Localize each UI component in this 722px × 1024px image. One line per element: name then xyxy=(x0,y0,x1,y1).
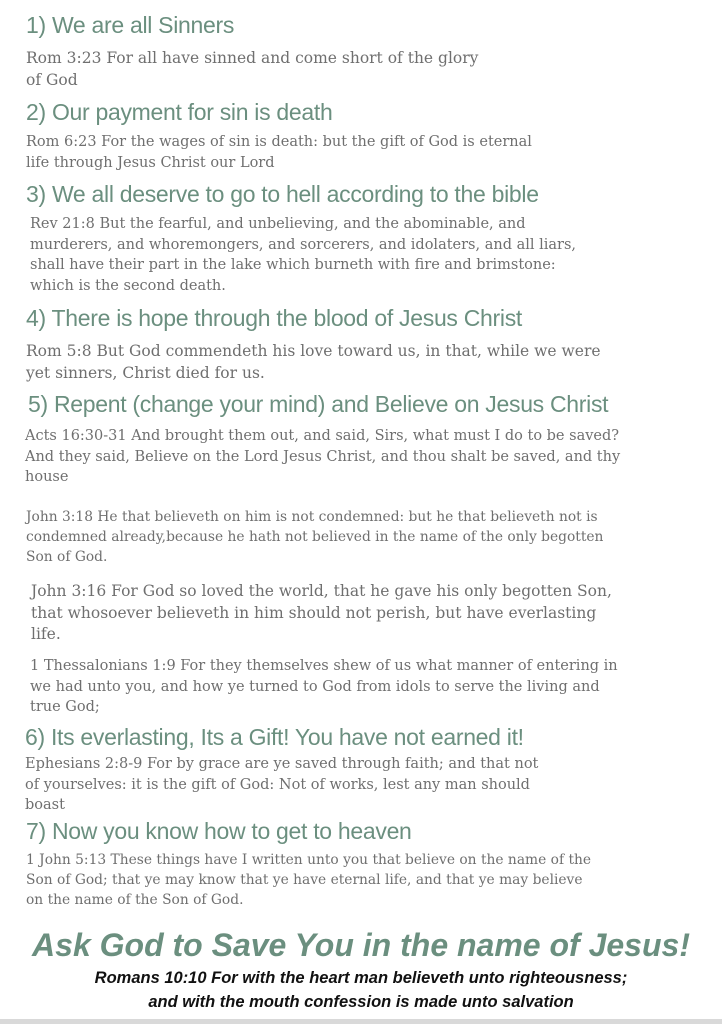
section-6-verse: Ephesians 2:8-9 For by grace are ye saved through faith; and that not of yourselves: it is the gift of God: Not of works, lest any man should boast xyxy=(25,756,539,813)
section-5-verse-john-3-16: John 3:16 For God so loved the world, that he gave his only begotten Son, that whosoever believeth in him should not perish, but have everlasting life. xyxy=(31,582,612,643)
section-5-verse-john-3-18: John 3:18 He that believeth on him is not condemned: but he that believeth not is condemned already,because he hath not believed in the name of the only begotten Son of God. xyxy=(26,509,604,565)
section-6-heading: 6) Its everlasting, Its a Gift! You have not earned it! xyxy=(25,724,524,750)
section-5-verse-acts: Acts 16:30-31 And brought them out, and said, Sirs, what must I do to be saved? And they said, Believe on the Lord Jesus Christ, and thou shalt be saved, and thy house xyxy=(25,428,621,485)
section-1-heading: 1) We are all Sinners xyxy=(26,12,235,38)
section-3-verse: Rev 21:8 But the fearful, and unbelieving, and the abominable, and murderers, and whoremongers, and sorcerers, and idolaters, and all liars, shall have their part in the lake which burneth with fire and brimstone: which is the second death. xyxy=(30,216,577,294)
bottom-divider xyxy=(0,1019,722,1024)
section-1-verse: Rom 3:23 For all have sinned and come short of the glory of God xyxy=(26,49,479,89)
call-to-action-title: Ask God to Save You in the name of Jesus! xyxy=(32,927,690,963)
section-2-heading: 2) Our payment for sin is death xyxy=(26,99,333,125)
section-2-verse: Rom 6:23 For the wages of sin is death: but the gift of God is eternal life through Jesus Christ our Lord xyxy=(26,134,532,171)
section-5-verse-thessalonians: 1 Thessalonians 1:9 For they themselves shew of us what manner of entering in we had unto you, and how ye turned to God from idols to serve the living and true God; xyxy=(30,658,618,715)
section-7-verse: 1 John 5:13 These things have I written unto you that believe on the name of the Son of God; that ye may know that ye have eternal life, and that ye may believe on the name of the Son of God. xyxy=(26,852,592,908)
section-7-heading: 7) Now you know how to get to heaven xyxy=(26,818,412,844)
section-3-heading: 3) We all deserve to go to hell according to the bible xyxy=(26,181,539,207)
section-5-heading: 5) Repent (change your mind) and Believe on Jesus Christ xyxy=(28,391,609,417)
footer-verse: Romans 10:10 For with the heart man believeth unto righteousness; and with the mouth confession is made unto salvation xyxy=(94,969,628,1011)
section-4-verse: Rom 5:8 But God commendeth his love toward us, in that, while we were yet sinners, Christ died for us. xyxy=(26,342,601,382)
section-4-heading: 4) There is hope through the blood of Jesus Christ xyxy=(26,305,522,331)
